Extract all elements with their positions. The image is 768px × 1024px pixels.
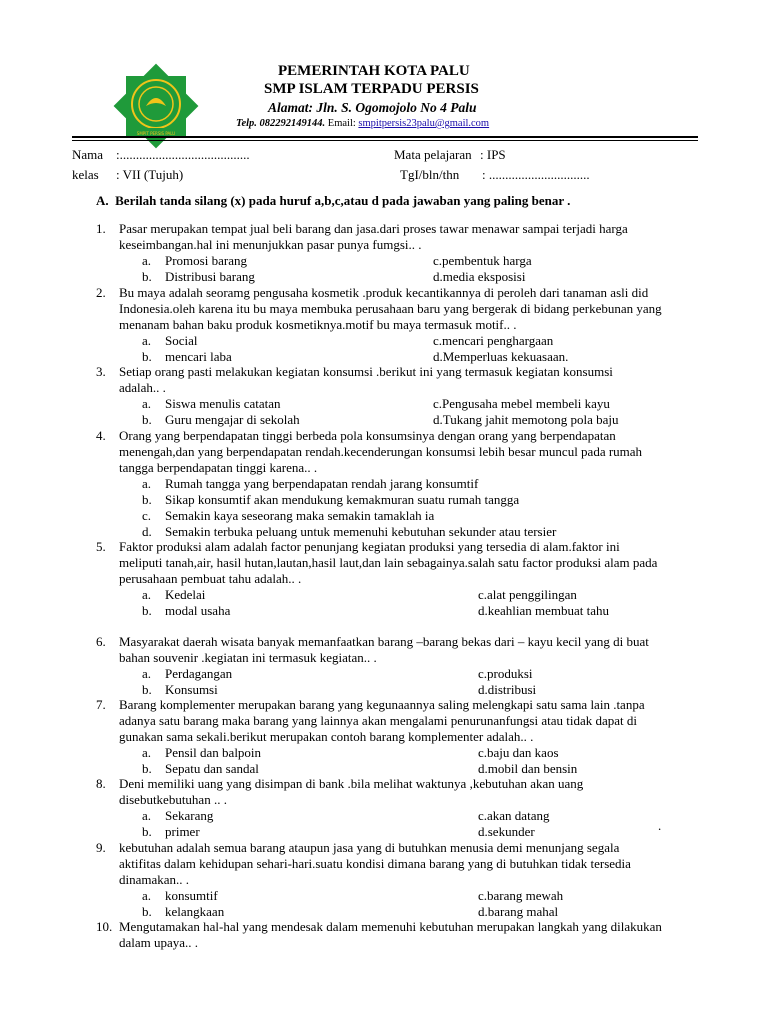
question-line: Barang komplementer merupakan barang yang kegunaannya saling melengkapi satu sama lain .tanpa bbox=[119, 697, 645, 712]
option-letter: b. bbox=[142, 349, 152, 364]
option-c[interactable]: c.akan datang bbox=[478, 808, 550, 823]
option-a[interactable]: Perdagangan bbox=[165, 666, 233, 681]
question-line: Mengutamakan hal-hal yang mendesak dalam memenuhi kebutuhan merupakan langkah yang dilakukan bbox=[119, 919, 662, 934]
option-letter: c. bbox=[142, 508, 152, 523]
option-d[interactable]: d.Memperluas kekuasaan. bbox=[433, 349, 569, 364]
question-number: 7. bbox=[96, 697, 106, 712]
kelas-label: kelas bbox=[72, 167, 99, 182]
question-8 bbox=[96, 776, 706, 840]
option-letter: b. bbox=[142, 682, 152, 697]
question-5 bbox=[96, 539, 706, 619]
options bbox=[142, 333, 706, 365]
email-label: Email: bbox=[327, 118, 356, 129]
option-letter: b. bbox=[142, 824, 152, 839]
question-number: 10. bbox=[96, 919, 113, 934]
mapel-value: : IPS bbox=[480, 147, 506, 162]
option-letter: a. bbox=[142, 888, 152, 903]
option-c[interactable]: c.baju dan kaos bbox=[478, 745, 559, 760]
option-c[interactable]: c.pembentuk harga bbox=[433, 253, 532, 268]
question-line: bahan souvenir .kegiatan ini termasuk kegiatan.. . bbox=[119, 650, 377, 665]
option-d[interactable]: d.mobil dan bensin bbox=[478, 761, 578, 776]
options bbox=[142, 808, 706, 840]
logo-caption: SMPIT PERSIS PALU bbox=[136, 131, 176, 136]
question-number: 8. bbox=[96, 776, 106, 791]
section-letter: A. bbox=[96, 193, 109, 208]
stray-dot: . bbox=[658, 818, 662, 833]
option-letter: b. bbox=[142, 603, 152, 618]
question-line: Pasar merupakan tempat jual beli barang dan jasa.dari proses tawar menawar sampai terjadi harga bbox=[119, 221, 628, 236]
question-text bbox=[119, 221, 706, 253]
option-a[interactable]: Pensil dan balpoin bbox=[165, 745, 262, 760]
question-line: Bu maya adalah seoramg pengusaha kosmetik .produk kecantikannya di peroleh dari tanaman asli did bbox=[119, 285, 649, 300]
option-b[interactable]: Konsumsi bbox=[165, 682, 218, 697]
school-logo bbox=[110, 60, 202, 152]
header-school-name: SMP ISLAM TERPADU PERSIS bbox=[264, 81, 479, 97]
phone-number: Telp. 082292149144. bbox=[236, 118, 326, 129]
question-7 bbox=[96, 697, 706, 777]
section-title: Berilah tanda silang (x) pada huruf a,b,c,atau d pada jawaban yang paling benar . bbox=[115, 193, 571, 208]
tgl-label: TgI/bln/thn bbox=[400, 167, 460, 182]
question-line: gunakan sama sekali.berikut merupakan contoh barang komplementer adalah.. . bbox=[119, 729, 534, 744]
option-b[interactable]: kelangkaan bbox=[165, 904, 225, 919]
option-d[interactable]: d.keahlian membuat tahu bbox=[478, 603, 610, 618]
question-line: disebutkebutuhan .. . bbox=[119, 792, 227, 807]
question-number: 4. bbox=[96, 428, 106, 443]
question-line: Indonesia.oleh karena itu bu maya membuka perusahaan baru yang bergerak di bidang perkebunan yang bbox=[119, 301, 662, 316]
question-line: kebutuhan adalah semua barang ataupun jasa yang di butuhkan menusia demi menunjang segala bbox=[119, 840, 620, 855]
options bbox=[142, 476, 706, 540]
question-line: adalah.. . bbox=[119, 380, 166, 395]
options bbox=[142, 587, 706, 619]
option-d[interactable]: d.media eksposisi bbox=[433, 269, 526, 284]
question-number: 9. bbox=[96, 840, 106, 855]
question-line: perusahaan pembuat tahu adalah.. . bbox=[119, 571, 302, 586]
option-d[interactable]: d.sekunder bbox=[478, 824, 535, 839]
options bbox=[142, 888, 706, 920]
option-letter: a. bbox=[142, 666, 152, 681]
option-d[interactable]: Semakin terbuka peluang untuk memenuhi kebutuhan sekunder atau tersier bbox=[165, 524, 557, 539]
option-b[interactable]: Distribusi barang bbox=[165, 269, 255, 284]
option-d[interactable]: d.Tukang jahit memotong pola baju bbox=[433, 412, 619, 427]
question-text bbox=[119, 776, 706, 808]
question-line: Orang yang berpendapatan tinggi berbeda pola konsumsinya dengan orang yang berpendapatan bbox=[119, 428, 616, 443]
option-b[interactable]: Guru mengajar di sekolah bbox=[165, 412, 300, 427]
question-3 bbox=[96, 364, 706, 428]
question-line: menanam bahan baku produk kosmetiknya.motif bu maya termasuk motif.. . bbox=[119, 317, 517, 332]
option-c[interactable]: c.alat penggilingan bbox=[478, 587, 577, 602]
header-rule-thin bbox=[72, 140, 698, 141]
email-link[interactable]: smpitpersis23palu@gmail.com bbox=[358, 118, 490, 129]
option-letter: a. bbox=[142, 745, 152, 760]
option-letter: a. bbox=[142, 253, 152, 268]
question-4 bbox=[96, 428, 706, 540]
option-d[interactable]: d.distribusi bbox=[478, 682, 537, 697]
question-text bbox=[119, 840, 706, 888]
kelas-value: : VII (Tujuh) bbox=[116, 167, 184, 182]
question-line: tangga berpendapatan tinggi karena.. . bbox=[119, 460, 318, 475]
option-c[interactable]: c.barang mewah bbox=[478, 888, 564, 903]
section-heading bbox=[96, 193, 570, 209]
question-text bbox=[119, 634, 706, 666]
question-text bbox=[119, 697, 706, 745]
question-line: Setiap orang pasti melakukan kegiatan konsumsi .berikut ini yang termasuk kegiatan konsumsi bbox=[119, 364, 613, 379]
options bbox=[142, 666, 706, 698]
question-line: Faktor produksi alam adalah factor penunjang kegiatan produksi yang tersedia di alam.faktor ini bbox=[119, 539, 620, 554]
question-number: 3. bbox=[96, 364, 106, 379]
option-letter: b. bbox=[142, 904, 152, 919]
question-10 bbox=[96, 919, 706, 951]
question-text bbox=[119, 428, 706, 476]
question-line: dinamakan.. . bbox=[119, 872, 190, 887]
option-a[interactable]: Sekarang bbox=[165, 808, 214, 823]
question-6 bbox=[96, 634, 706, 698]
question-line: dalam upaya.. . bbox=[119, 935, 199, 950]
question-number: 5. bbox=[96, 539, 106, 554]
question-text bbox=[119, 364, 706, 396]
option-b[interactable]: mencari laba bbox=[165, 349, 232, 364]
question-text bbox=[119, 919, 706, 951]
option-letter: a. bbox=[142, 587, 152, 602]
question-9 bbox=[96, 840, 706, 920]
option-letter: d. bbox=[142, 524, 152, 539]
option-letter: a. bbox=[142, 333, 152, 348]
question-line: keseimbangan.hal ini menunjukkan pasar punya fumgsi.. . bbox=[119, 237, 422, 252]
option-c[interactable]: c.mencari penghargaan bbox=[433, 333, 554, 348]
question-text bbox=[119, 285, 706, 333]
options bbox=[142, 745, 706, 777]
option-letter: b. bbox=[142, 269, 152, 284]
option-b[interactable]: primer bbox=[165, 824, 200, 839]
options bbox=[142, 396, 706, 428]
question-line: Masyarakat daerah wisata banyak memanfaatkan barang –barang bekas dari – kayu kecil yang di buat bbox=[119, 634, 649, 649]
mapel-label: Mata pelajaran bbox=[394, 147, 472, 162]
option-letter: a. bbox=[142, 396, 152, 411]
option-a[interactable]: Promosi barang bbox=[165, 253, 247, 268]
nama-field[interactable]: :........................................ bbox=[116, 147, 250, 162]
option-letter: b. bbox=[142, 412, 152, 427]
question-2 bbox=[96, 285, 706, 365]
option-a[interactable]: Kedelai bbox=[165, 587, 206, 602]
option-letter: b. bbox=[142, 492, 152, 507]
question-text bbox=[119, 539, 706, 587]
option-a[interactable]: konsumtif bbox=[165, 888, 218, 903]
option-b[interactable]: Sepatu dan sandal bbox=[165, 761, 259, 776]
header-rule-thick bbox=[72, 136, 698, 138]
question-line: meliputi tanah,air, hasil hutan,lautan,hasil laut,dan lain sebagainya.salah satu factor produksi alam pada bbox=[119, 555, 658, 570]
option-a[interactable]: Social bbox=[165, 333, 198, 348]
question-line: menengah,dan yang berpendapatan rendah.kecenderungan konsumsi lebih besar muncul pada rumah bbox=[119, 444, 643, 459]
header-contact bbox=[236, 118, 489, 129]
option-b[interactable]: modal usaha bbox=[165, 603, 231, 618]
option-d[interactable]: d.barang mahal bbox=[478, 904, 559, 919]
tgl-field[interactable]: : ............................... bbox=[482, 167, 590, 182]
nama-label: Nama bbox=[72, 147, 104, 162]
header-government: PEMERINTAH KOTA PALU bbox=[278, 63, 470, 79]
option-a[interactable]: Siswa menulis catatan bbox=[165, 396, 281, 411]
question-number: 6. bbox=[96, 634, 106, 649]
options bbox=[142, 253, 706, 285]
question-1 bbox=[96, 221, 706, 285]
option-c[interactable]: Semakin kaya seseorang maka semakin tamaklah ia bbox=[165, 508, 435, 523]
header-address: Alamat: Jln. S. Ogomojolo No 4 Palu bbox=[268, 100, 477, 115]
question-line: adanya satu barang maka barang yang lainnya akan mengalami penurunanfungsi atau tidak dapat di bbox=[119, 713, 638, 728]
option-c[interactable]: c.Pengusaha mebel membeli kayu bbox=[433, 396, 610, 411]
question-line: aktifitas dalam kehidupan sehari-hari.suatu kondisi dimana barang yang di butuhkan tidak tersedia bbox=[119, 856, 631, 871]
option-a[interactable]: Rumah tangga yang berpendapatan rendah jarang konsumtif bbox=[165, 476, 479, 491]
option-letter: a. bbox=[142, 808, 152, 823]
option-letter: a. bbox=[142, 476, 152, 491]
option-c[interactable]: c.produksi bbox=[478, 666, 533, 681]
option-b[interactable]: Sikap konsumtif akan mendukung kemakmuran suatu rumah tangga bbox=[165, 492, 520, 507]
question-number: 2. bbox=[96, 285, 106, 300]
question-number: 1. bbox=[96, 221, 106, 236]
question-line: Deni memiliki uang yang disimpan di bank .bila melihat waktunya ,kebutuhan akan uang bbox=[119, 776, 584, 791]
option-letter: b. bbox=[142, 761, 152, 776]
